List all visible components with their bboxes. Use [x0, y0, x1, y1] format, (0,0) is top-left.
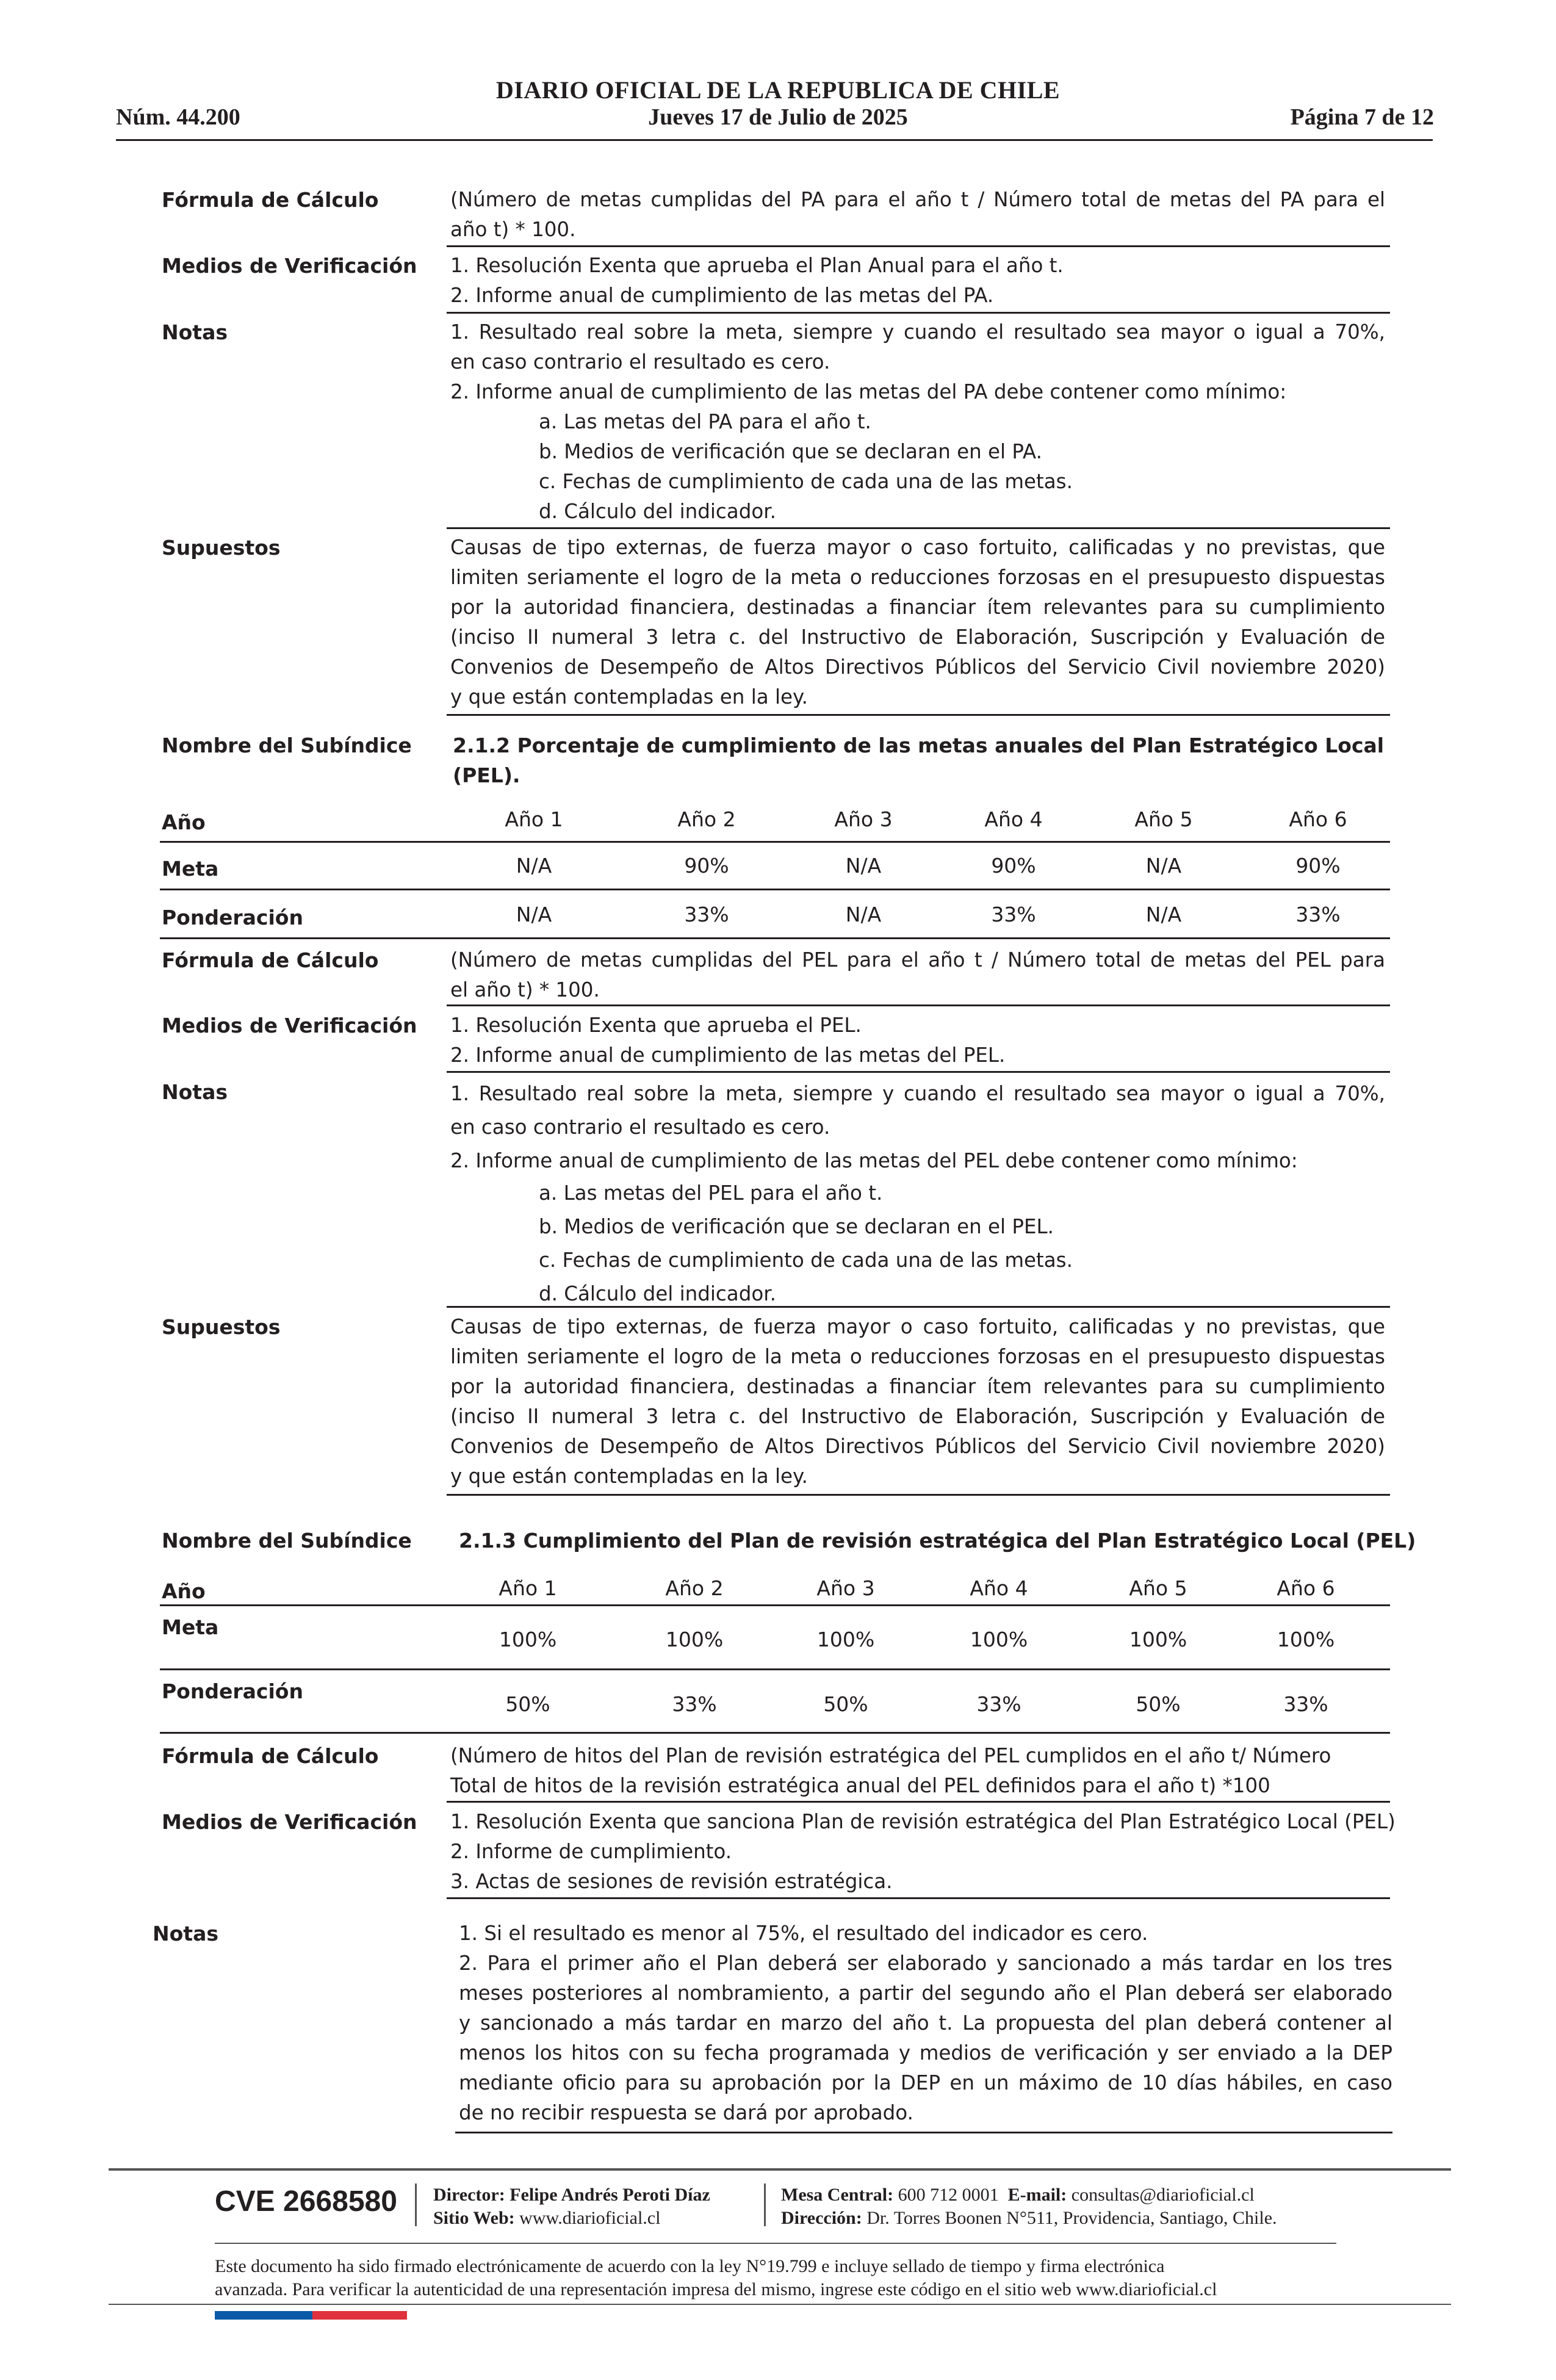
row-divider	[160, 889, 1390, 890]
row-divider	[447, 312, 1390, 314]
formula-text: (Número de hitos del Plan de revisión estratégica del PEL cumplidos en el año t/ Número Total de hitos de la revisión estratégica anual del PEL definidos para el año t) *100	[450, 1744, 1331, 1797]
ponderacion-cell: 33%	[991, 903, 1036, 926]
formula-label: Fórmula de Cálculo	[162, 1744, 379, 1768]
year-cell: Año 2	[665, 1576, 724, 1600]
year-label: Año	[162, 810, 206, 834]
ponderacion-cell: 50%	[823, 1692, 868, 1716]
footer-rule	[109, 2304, 1451, 2305]
footer-separator	[764, 2183, 766, 2226]
row-divider	[447, 1004, 1390, 1006]
medios-text: 1. Resolución Exenta que sanciona Plan de revisión estratégica del Plan Estratégico Local (PEL) 2. Informe de cumplimiento. 3. Actas de sesiones de revisión estratégica.	[450, 1810, 1396, 1893]
year-cell: Año 3	[834, 807, 893, 831]
notas-sublist: a. Las metas del PA para el año t. b. Medios de verificación que se declaran en el PA. c. Fechas de cumplimiento de cada una de las metas. d. Cálculo del indicador.	[539, 410, 1073, 523]
row-divider	[447, 1801, 1390, 1803]
medios-text: 1. Resolución Exenta que aprueba el Plan Anual para el año t. 2. Informe anual de cumplimiento de las metas del PA.	[450, 254, 1064, 307]
meta-cell: N/A	[1145, 854, 1182, 878]
medios-label: Medios de Verificación	[162, 254, 417, 278]
ponderacion-cell: 33%	[684, 903, 729, 926]
footer-separator	[415, 2183, 417, 2226]
subindex-name: 2.1.3 Cumplimiento del Plan de revisión estratégica del Plan Estratégico Local (PEL)	[459, 1529, 1416, 1552]
ponderacion-cell: 50%	[1136, 1692, 1181, 1716]
ponderacion-cell: N/A	[1145, 903, 1182, 926]
year-cell: Año 5	[1129, 1576, 1187, 1600]
formula-label: Fórmula de Cálculo	[162, 948, 379, 972]
page-number: Página 7 de 12	[1290, 104, 1434, 130]
subindex-name: 2.1.2 Porcentaje de cumplimiento de las metas anuales del Plan Estratégico Local (PEL).	[453, 734, 1385, 787]
notas-sublist: a. Las metas del PEL para el año t. b. Medios de verificación que se declaran en el PEL. c. Fechas de cumplimiento de cada una de las metas. d. Cálculo del indicador.	[539, 1181, 1073, 1305]
notas-text: 1. Resultado real sobre la meta, siempre y cuando el resultado sea mayor o igual a 70%, en caso contrario el resultado es cero. 2. Informe anual de cumplimiento de las metas del PA debe contener como mínimo:	[450, 320, 1385, 403]
medios-label: Medios de Verificación	[162, 1014, 417, 1037]
year-label: Año	[162, 1579, 206, 1603]
meta-cell: 100%	[1129, 1628, 1187, 1651]
legal-notice: Este documento ha sido firmado electrónicamente de acuerdo con la ley N°19.799 e incluye sellado de tiempo y firma electrónica avanzada. Para verificar la autenticidad de una representación impresa del mismo, ingrese este código en el sitio web www.diarioficial.cl	[215, 2256, 1217, 2299]
row-divider	[160, 1668, 1390, 1670]
subindex-name-label: Nombre del Subíndice	[162, 734, 412, 757]
row-divider	[447, 245, 1390, 247]
row-divider	[447, 1306, 1390, 1308]
year-cell: Año 5	[1134, 807, 1193, 831]
ponderacion-cell: N/A	[516, 903, 552, 926]
meta-cell: 90%	[684, 854, 729, 878]
flag-stripe-blue	[215, 2311, 312, 2320]
meta-cell: 90%	[1295, 854, 1341, 878]
ponderacion-cell: 50%	[505, 1692, 550, 1716]
year-cell: Año 6	[1277, 1576, 1335, 1600]
issue-date: Jueves 17 de Julio de 2025	[648, 104, 908, 130]
footer-director-block: Director: Felipe Andrés Peroti Díaz Sitio Web: www.diarioficial.cl	[433, 2185, 710, 2228]
meta-cell: 100%	[665, 1628, 724, 1651]
row-divider	[447, 1897, 1390, 1899]
ponderacion-cell: 33%	[976, 1692, 1021, 1716]
notas-text: 1. Resultado real sobre la meta, siempre y cuando el resultado sea mayor o igual a 70%, en caso contrario el resultado es cero. 2. Informe anual de cumplimiento de las metas del PEL debe contener como mínimo:	[450, 1082, 1385, 1172]
year-cell: Año 4	[984, 807, 1043, 831]
ponderacion-label: Ponderación	[162, 906, 303, 929]
supuestos-label: Supuestos	[162, 536, 281, 560]
issue-number: Núm. 44.200	[116, 104, 240, 130]
meta-cell: 100%	[816, 1628, 875, 1651]
meta-label: Meta	[162, 1615, 219, 1639]
medios-label: Medios de Verificación	[162, 1810, 417, 1834]
row-divider	[160, 1604, 1390, 1606]
cve-code: CVE 2668580	[215, 2185, 397, 2218]
meta-cell: N/A	[845, 854, 882, 878]
row-divider	[447, 714, 1390, 716]
medios-text: 1. Resolución Exenta que aprueba el PEL. 2. Informe anual de cumplimiento de las metas del PEL.	[450, 1014, 1006, 1067]
meta-cell: 90%	[991, 854, 1036, 878]
row-divider	[160, 937, 1390, 939]
meta-cell: 100%	[970, 1628, 1028, 1651]
year-cell: Año 1	[505, 807, 563, 831]
year-cell: Año 3	[816, 1576, 875, 1600]
meta-cell: N/A	[516, 854, 552, 878]
formula-text: (Número de metas cumplidas del PEL para el año t / Número total de metas del PEL para el año t) * 100.	[450, 948, 1385, 1001]
supuestos-text: Causas de tipo externas, de fuerza mayor o caso fortuito, calificadas y no previstas, que limiten seriamente el logro de la meta o reducciones forzosas en el presupuesto dispuestas por la autoridad financiera, destinadas a financiar ítem relevantes para su cumplimiento (inciso II numeral 3 letra c. del Instructivo de Elaboración, Suscripción y Evaluación de Convenios de Desempeño de Altos Directivos Públicos del Servicio Civil noviembre 2020) y que están contempladas en la ley.	[450, 536, 1385, 709]
year-cell: Año 2	[677, 807, 736, 831]
notas-label: Notas	[162, 320, 228, 344]
formula-label: Fórmula de Cálculo	[162, 188, 379, 212]
notas-text: 1. Si el resultado es menor al 75%, el resultado del indicador es cero. 2. Para el primer año el Plan deberá ser elaborado y sancionado a más tardar en los tres meses posteriores al nombramiento, a partir del segundo año el Plan deberá ser elaborado y sancionado a más tardar en marzo del año t. La propuesta del plan deberá contener al menos los hitos con su fecha programada y medios de verificación y ser enviado a la DEP mediante oficio para su aprobación por la DEP en un máximo de 10 días hábiles, en caso de no recibir respuesta se dará por aprobado.	[459, 1922, 1392, 2124]
row-divider	[160, 841, 1390, 843]
meta-label: Meta	[162, 857, 219, 881]
meta-cell: 100%	[499, 1628, 557, 1651]
meta-cell: 100%	[1277, 1628, 1335, 1651]
header-rule	[116, 139, 1433, 141]
row-divider	[447, 1071, 1390, 1073]
ponderacion-cell: 33%	[672, 1692, 717, 1716]
formula-text: (Número de metas cumplidas del PA para el año t / Número total de metas del PA para el año t) * 100.	[450, 188, 1385, 241]
footer-website-link[interactable]: www.diarioficial.cl	[519, 2208, 661, 2228]
footer-rule	[109, 2168, 1451, 2171]
supuestos-label: Supuestos	[162, 1315, 281, 1339]
ponderacion-cell: 33%	[1295, 903, 1341, 926]
flag-stripe-red	[312, 2311, 407, 2320]
row-divider	[455, 2132, 1392, 2133]
ponderacion-label: Ponderación	[162, 1679, 303, 1703]
footer-rule	[215, 2243, 1336, 2244]
row-divider	[447, 527, 1390, 529]
footer-contact-block: Mesa Central: 600 712 0001 E-mail: consultas@diarioficial.cl Dirección: Dr. Torres Boonen N°511, Providencia, Santiago, Chile.	[781, 2185, 1277, 2228]
supuestos-text: Causas de tipo externas, de fuerza mayor o caso fortuito, calificadas y no previstas, que limiten seriamente el logro de la meta o reducciones forzosas en el presupuesto dispuestas por la autoridad financiera, destinadas a financiar ítem relevantes para su cumplimiento (inciso II numeral 3 letra c. del Instructivo de Elaboración, Suscripción y Evaluación de Convenios de Desempeño de Altos Directivos Públicos del Servicio Civil noviembre 2020) y que están contempladas en la ley.	[450, 1315, 1385, 1488]
year-cell: Año 1	[499, 1576, 557, 1600]
newspaper-title: DIARIO OFICIAL DE LA REPUBLICA DE CHILE	[495, 76, 1061, 104]
footer-email-link[interactable]: consultas@diarioficial.cl	[1071, 2185, 1255, 2205]
row-divider	[160, 1732, 1390, 1734]
year-cell: Año 4	[970, 1576, 1028, 1600]
notas-label: Notas	[162, 1080, 228, 1104]
subindex-name-label: Nombre del Subíndice	[162, 1529, 412, 1552]
ponderacion-cell: N/A	[845, 903, 882, 926]
row-divider	[447, 1494, 1390, 1496]
notas-label: Notas	[153, 1922, 218, 1945]
ponderacion-cell: 33%	[1283, 1692, 1328, 1716]
year-cell: Año 6	[1289, 807, 1347, 831]
